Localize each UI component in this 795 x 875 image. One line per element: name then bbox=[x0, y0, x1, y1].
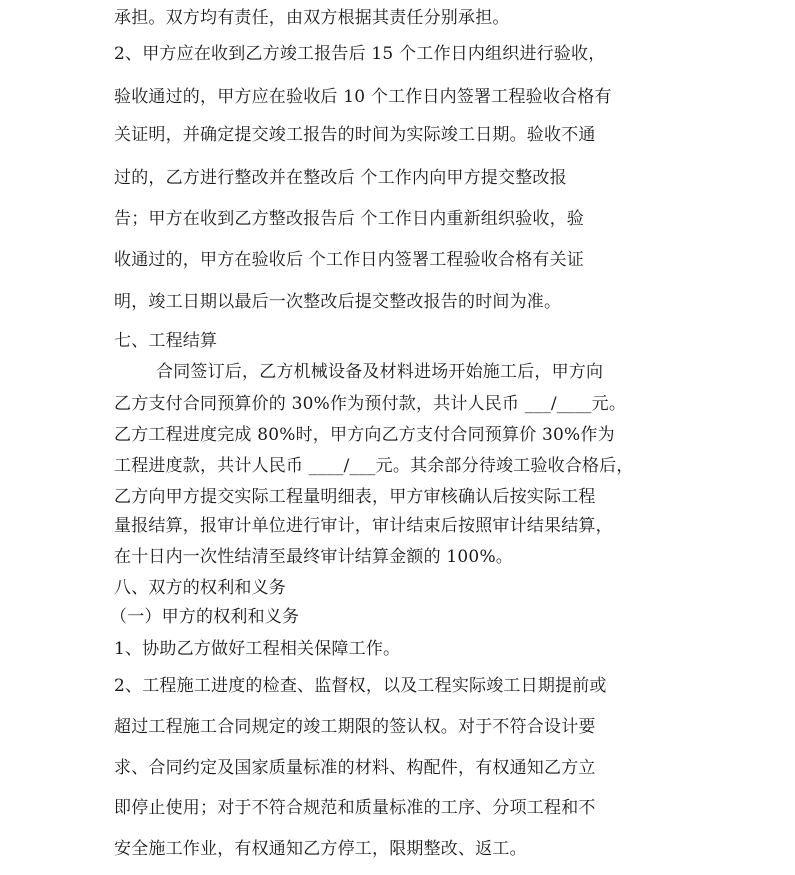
text-line: 承担。双方均有责任，由双方根据其责任分别承担。 bbox=[114, 8, 510, 28]
text-line: 乙方向甲方提交实际工程量明细表，甲方审核确认后按实际工程 bbox=[114, 487, 596, 507]
text-line: 验收通过的，甲方应在验收后 10 个工作日内签署工程验收合格有 bbox=[114, 87, 612, 107]
text-line: 关证明，并确定提交竣工报告的时间为实际竣工日期。验收不通 bbox=[114, 125, 596, 145]
text-line: 2、工程施工进度的检查、监督权，以及工程实际竣工日期提前或 bbox=[114, 676, 607, 696]
subsection-heading: （一）甲方的权利和义务 bbox=[110, 607, 300, 627]
section-heading: 八、双方的权利和义务 bbox=[114, 578, 286, 598]
text-line: 安全施工作业，有权通知乙方停工，限期整改、返工。 bbox=[114, 839, 527, 859]
text-line: 量报结算，报审计单位进行审计，审计结束后按照审计结果结算， bbox=[114, 516, 613, 536]
text-line: 求、合同约定及国家质量标准的材料、构配件，有权通知乙方立 bbox=[114, 758, 596, 778]
text-line: 收通过的，甲方在验收后 个工作日内签署工程验收合格有关证 bbox=[114, 250, 585, 270]
text-line: 告；甲方在收到乙方整改报告后 个工作日内重新组织验收，验 bbox=[114, 209, 585, 229]
text-line: 即停止使用；对于不符合规范和质量标准的工序、分项工程和不 bbox=[114, 798, 596, 818]
text-line: 在十日内一次性结清至最终审计结算金额的 100%。 bbox=[114, 547, 514, 567]
section-heading: 七、工程结算 bbox=[114, 331, 218, 351]
text-line: 过的，乙方进行整改并在整改后 个工作内向甲方提交整改报 bbox=[114, 168, 567, 188]
text-line: 乙方工程进度完成 80%时，甲方向乙方支付合同预算价 30%作为 bbox=[114, 425, 615, 445]
text-line: 合同签订后，乙方机械设备及材料进场开始施工后，甲方向 bbox=[156, 362, 604, 382]
text-line: 1、协助乙方做好工程相关保障工作。 bbox=[114, 639, 401, 659]
text-line: 超过工程施工合同规定的竣工期限的签认权。对于不符合设计要 bbox=[114, 717, 596, 737]
text-line: 工程进度款，共计人民币 ____/___元。其余部分待竣工验收合格后， bbox=[114, 456, 634, 476]
text-line: 2、甲方应在收到乙方竣工报告后 15 个工作日内组织进行验收， bbox=[114, 44, 606, 64]
text-line: 乙方支付合同预算价的 30%作为预付款，共计人民币 ___/____元。 bbox=[114, 394, 627, 414]
text-line: 明，竣工日期以最后一次整改后提交整改报告的时间为准。 bbox=[114, 292, 562, 312]
